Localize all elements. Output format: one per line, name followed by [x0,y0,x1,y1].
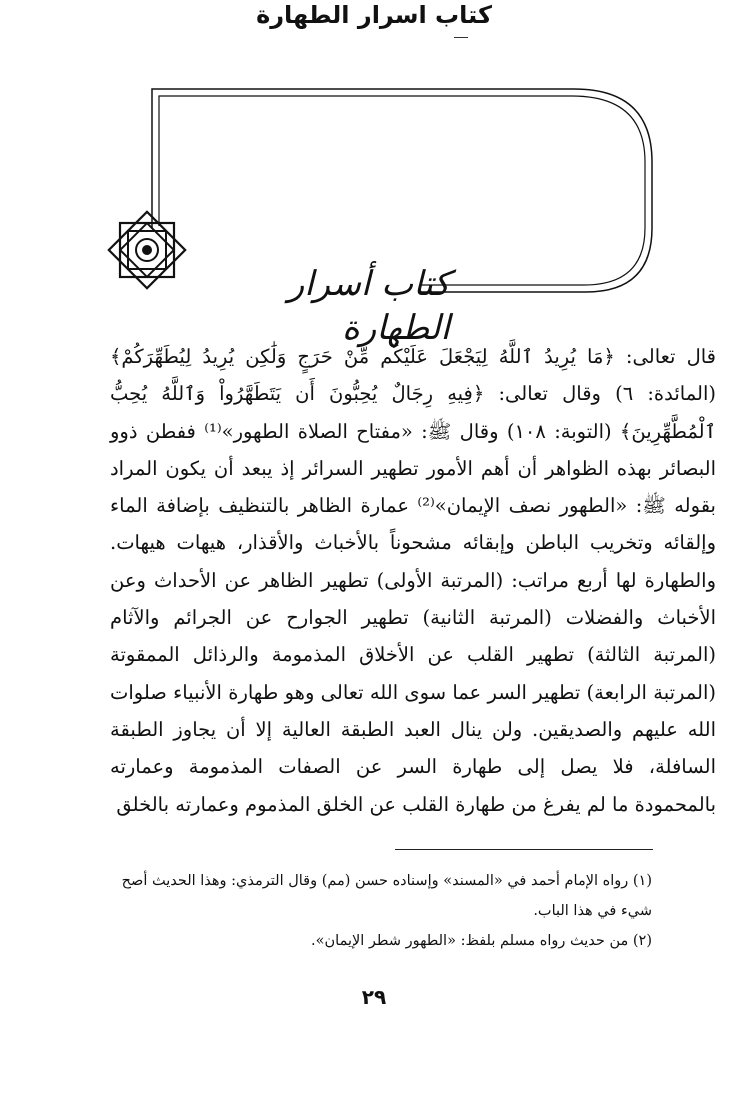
page-number: ٢٩ [361,985,387,1009]
chapter-title: كتاب أسرار الطهارة [287,264,450,348]
footnote-2: (٢) من حديث رواه مسلم بلفظ: «الطهور شطر الإيمان». [311,933,652,949]
body-paragraph: قال تعالى: ﴿مَا يُرِيدُ ٱللَّهُ لِيَجْعَلَ عَلَيْكُم مِّنْ حَرَجٍ وَلَٰكِن يُرِيدُ لِيُطَهِّرَكُمْ﴾ (المائدة: ٦) وقال تعالى: ﴿فِيهِ رِجَالٌ يُحِبُّونَ أَن يَتَطَهَّرُواْ وَٱللَّهُ يُحِبُّ ٱلْمُطَّهِّرِينَ﴾ (التوبة: ١٠٨) وقال ﷺ: «مفتاح الصلاة الطهور»⁽¹⁾ ففطن ذوو البصائر بهذه الظواهر أن أهم الأمور تطهير السرائر إذ يبعد أن يكون المراد بقوله ﷺ: «الطهور نصف الإيمان»⁽²⁾ عمارة الظاهر بالتنظيف بإضافة الماء وإلقائه وتخريب الباطن وإبقائه مشحوناً بالأخباث والأقذار، هيهات هيهات. والطهارة لها أربع مراتب: (المرتبة الأولى) تطهير الظاهر عن الأحداث وعن الأخباث والفضلات (المرتبة الثانية) تطهير الجوارح عن الجرائم والآثام (المرتبة الثالثة) تطهير القلب عن الأخلاق المذمومة والرذائل الممقوتة (المرتبة الرابعة) تطهير السر عما سوى الله تعالى وهو طهارة الأنبياء صلوات الله عليهم والصديقين. ولن ينال العبد الطبقة العالية إلا أن يجاوز الطبقة السافلة، فلا يصل إلى طهارة السر عن الصفات المذمومة وعمارته بالمحمودة ما لم يفرغ من طهارة القلب عن الخلق المذموم وعمارته بالخلق [110,345,717,816]
footnote-1: (١) رواه الإمام أحمد في «المسند» وإسناده حسن (مم) وقال الترمذي: وهذا الحديث أصح شيء في هذا الباب. [121,873,652,919]
footnotes [112,866,652,956]
running-header: كتاب اسرار الطهارة [256,1,492,29]
footnote-divider [395,849,653,850]
body-text [110,338,716,823]
frame-inner-line [159,96,645,285]
ornament-icon [109,212,185,288]
